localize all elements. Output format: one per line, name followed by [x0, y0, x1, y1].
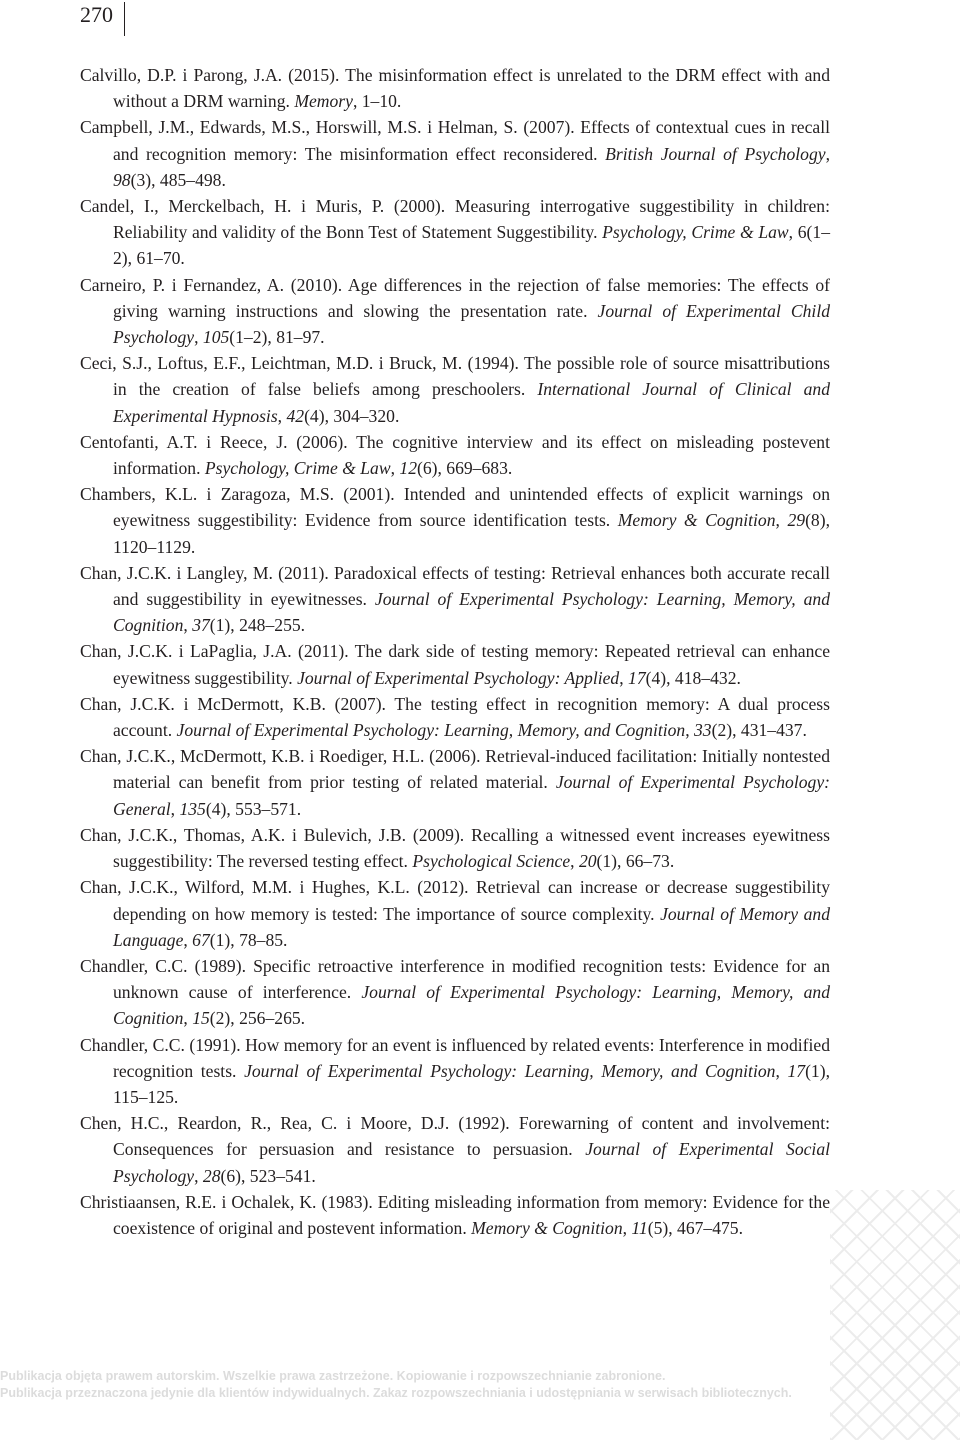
- journal-title: Psychology, Crime & Law: [602, 222, 789, 243]
- journal-title: Journal of Experimental Psychology: General: [113, 772, 831, 819]
- reference-item: Centofanti, A.T. i Reece, J. (2006). The cognitive interview and its effect on misleading postevent information. Psychology, Crime & Law, 12(6), 669–683.: [80, 431, 830, 479]
- copyright-notice: [0, 1368, 960, 1402]
- reference-item: Chen, H.C., Reardon, R., Rea, C. i Moore, D.J. (1992). Forewarning of content and involvement: Consequences for persuasion and resistance to persuasion. Journal of Experimental Social Psychology, 28(6), 523–541.: [80, 1113, 831, 1186]
- journal-title: British Journal of Psychology: [605, 143, 826, 164]
- journal-title: Journal of Memory and Language: [113, 903, 830, 950]
- watermark-pattern: [830, 1190, 960, 1440]
- reference-item: Chambers, K.L. i Zaragoza, M.S. (2001). Intended and unintended effects of explicit warnings on eyewitness suggestibility: Evidence from source identification tests. Memory & Cognition, 29(8), 1120–1129.: [80, 484, 830, 557]
- reference-item: Chandler, C.C. (1991). How memory for an event is influenced by related events: Interference in modified recognition tests. Journal of Experimental Psychology: Learning, Memory, and Cognition, 17(1), 115–125.: [80, 1034, 830, 1107]
- journal-title: Psychology, Crime & Law: [204, 458, 391, 479]
- reference-item: Chandler, C.C. (1989). Specific retroactive interference in modified recognition tests: Evidence for an unknown cause of interference. Journal of Experimental Psychology: Learning, Memory, and Cognition, 15(2), 256–265.: [80, 955, 830, 1029]
- journal-title: Journal of Experimental Psychology: Applied: [297, 667, 620, 688]
- journal-title: Psychological Science: [412, 851, 571, 872]
- distribution-line: Publikacja przeznaczona jedynie dla klientów indywidualnych. Zakaz rozpowszechniania i udostępniania w serwisach bibliotecznych.: [0, 1386, 792, 1400]
- reference-item: Carneiro, P. i Fernandez, A. (2010). Age differences in the rejection of false memories: The effects of giving warning instructions and slowing the presentation rate. Journal of Experimental Child Psychology, 105(1–2), 81–97.: [80, 274, 830, 348]
- journal-title: Journal of Experimental Psychology: Learning, Memory, and Cognition: [176, 720, 686, 741]
- journal-title: Memory & Cognition: [471, 1217, 623, 1238]
- reference-item: Chan, J.C.K., McDermott, K.B. i Roediger, H.L. (2006). Retrieval-induced facilitation: Initially nontested material can benefit from prior testing of related material. Journal of Experimental Psychology: General, 135(4), 553–571.: [80, 746, 831, 819]
- journal-title: Journal of Experimental Psychology: Learning, Memory, and Cognition: [244, 1060, 776, 1081]
- reference-item: Chan, J.C.K. i McDermott, K.B. (2007). The testing effect in recognition memory: A dual process account. Journal of Experimental Psychology: Learning, Memory, and Cognition, 33(2), 431–437.: [80, 693, 830, 741]
- reference-item: Chan, J.C.K., Wilford, M.M. i Hughes, K.L. (2012). Retrieval can increase or decrease suggestibility depending on how memory is tested: The importance of source complexity. Journal of Memory and Language, 67(1), 78–85.: [80, 877, 830, 950]
- journal-title: Journal of Experimental Social Psychology: [113, 1139, 831, 1186]
- copyright-line: Publikacja objęta prawem autorskim. Wszelkie prawa zastrzeżone. Kopiowanie i rozpowszechnianie zabronione.: [0, 1369, 666, 1383]
- reference-item: Campbell, J.M., Edwards, M.S., Horswill, M.S. i Helman, S. (2007). Effects of contextual cues in recall and recognition memory: The misinformation effect reconsidered. British Journal of Psychology, 98(3), 485–498.: [80, 117, 830, 190]
- journal-title: Journal of Experimental Psychology: Learning, Memory, and Cognition: [113, 982, 830, 1029]
- journal-title: Journal of Experimental Psychology: Learning, Memory, and Cognition: [113, 589, 830, 636]
- journal-title: International Journal of Clinical and Experimental Hypnosis: [113, 379, 830, 426]
- reference-list: [80, 62, 830, 1241]
- journal-title: Journal of Experimental Child Psychology: [113, 300, 830, 348]
- reference-item: Calvillo, D.P. i Parong, J.A. (2015). The misinformation effect is unrelated to the DRM effect with and without a DRM warning. Memory, 1–10.: [80, 65, 830, 112]
- page-number: 270: [80, 2, 113, 27]
- journal-title: Memory & Cognition: [617, 510, 776, 531]
- page-number-rule: [124, 2, 125, 36]
- reference-item: Christiaansen, R.E. i Ochalek, K. (1983). Editing misleading information from memory: Evidence for the coexistence of original and postevent information. Memory & Cognition, 11(5), 467–475.: [80, 1191, 830, 1238]
- reference-item: Candel, I., Merckelbach, H. i Muris, P. (2000). Measuring interrogative suggestibility in children: Reliability and validity of the Bonn Test of Statement Suggestibility. Psychology, Crime & Law, 6(1–2), 61–70.: [80, 196, 830, 269]
- reference-item: Chan, J.C.K., Thomas, A.K. i Bulevich, J.B. (2009). Recalling a witnessed event increases eyewitness suggestibility: The reversed testing effect. Psychological Science, 20(1), 66–73.: [80, 824, 830, 872]
- reference-item: Chan, J.C.K. i Langley, M. (2011). Paradoxical effects of testing: Retrieval enhances both accurate recall and suggestibility in eyewitnesses. Journal of Experimental Psychology: Learning, Memory, and Cognition, 37(1), 248–255.: [80, 562, 830, 636]
- reference-item: Chan, J.C.K. i LaPaglia, J.A. (2011). The dark side of testing memory: Repeated retrieval can enhance eyewitness suggestibility. Journal of Experimental Psychology: Applied, 17(4), 418–432.: [80, 641, 830, 688]
- reference-item: Ceci, S.J., Loftus, E.F., Leichtman, M.D. i Bruck, M. (1994). The possible role of source misattributions in the creation of false beliefs among preschoolers. International Journal of Clinical and Experimental Hypnosis, 42(4), 304–320.: [80, 353, 830, 426]
- journal-title: Memory: [294, 91, 353, 112]
